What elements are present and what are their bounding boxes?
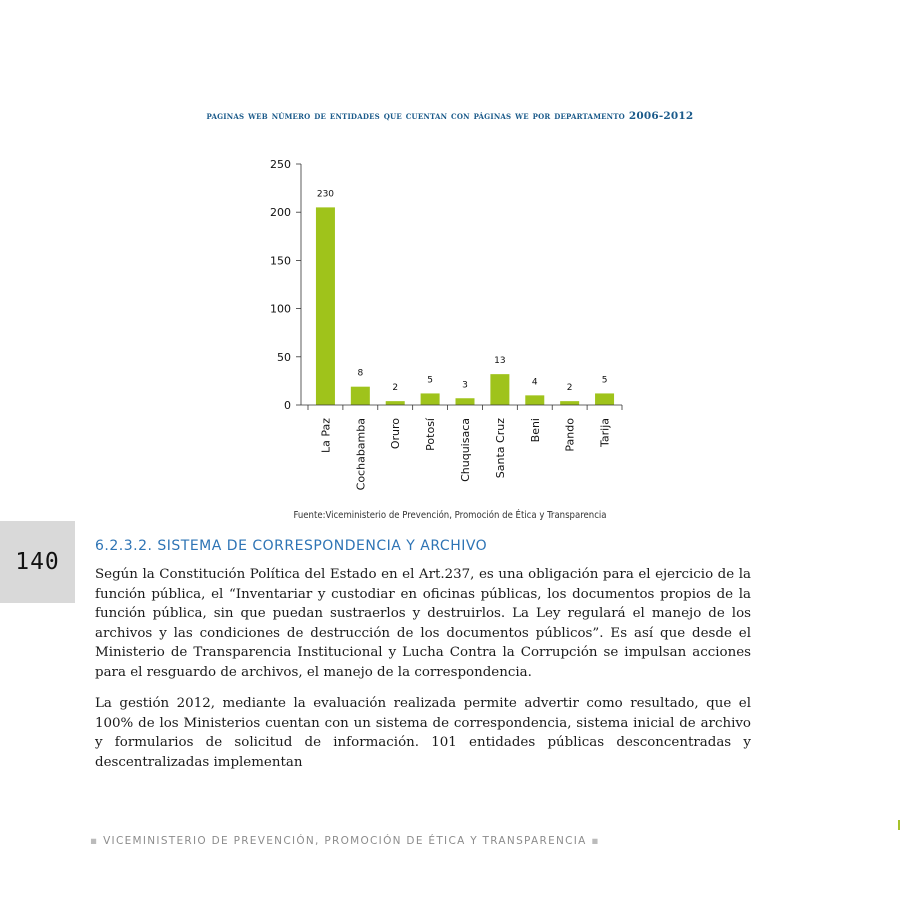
bar-3 (421, 393, 440, 405)
category-label: Pando (563, 418, 577, 452)
category-label: Oruro (389, 418, 403, 450)
category-label: Cochabamba (354, 418, 368, 491)
category-label: Potosí (424, 418, 438, 451)
x-axis (301, 405, 622, 490)
bar-0 (316, 207, 335, 405)
source-note: Fuente:Viceministerio de Prevención, Promoción de Ética y Transparencia (293, 510, 607, 521)
y-tick-label: 50 (277, 350, 291, 364)
y-tick-label: 0 (284, 399, 291, 412)
bar-1 (351, 387, 370, 405)
paragraph-2: La gestión 2012, mediante la evaluación realizada permite advertir como resultado, que el 100% de los Ministerios cuentan con un sistema de correspondencia, sistema inicial de archivo y formularios de solicitud de información. 101 entidades públicas desconcentradas y descentralizadas implementan (95, 696, 751, 770)
data-label: 13 (494, 356, 506, 367)
footer-text: VICEMINISTERIO DE PREVENCIÓN, PROMOCIÓN DE ÉTICA Y TRANSPARENCIA (103, 835, 587, 847)
bar-4 (456, 398, 475, 405)
bar-5 (490, 374, 509, 405)
section-heading: 6.2.3.2. SISTEMA DE CORRESPONDENCIA Y ARCHIVO (95, 538, 488, 554)
category-label: Chuquisaca (459, 418, 472, 482)
data-label: 2 (392, 383, 399, 394)
footer-bullet-left: ▪ (90, 835, 99, 847)
data-label: 3 (462, 380, 468, 391)
y-tick-label: 200 (270, 206, 291, 220)
chart-title: paginas web número de entidades que cuentan con páginas we por departamento 2006-2012 (206, 110, 694, 122)
y-tick-label: 100 (270, 302, 291, 316)
y-axis (270, 158, 301, 412)
footer (90, 835, 600, 847)
category-label: Beni (528, 418, 542, 443)
data-label: 8 (357, 368, 364, 379)
category-label: La Paz (319, 418, 333, 454)
data-labels (317, 189, 608, 393)
data-label: 230 (316, 189, 335, 200)
y-tick-label: 150 (270, 254, 291, 268)
paragraph-1: Según la Constitución Política del Estado en el Art.237, es una obligación para el ejercicio de la función pública, el “Inventariar y custodiar en oficinas públicas, los documentos propios de la función pública, sin que puedan sustraerlos y destruirlos. La Ley regulará el manejo de los archivos y las condiciones de destrucción de los documentos públicos”. Es así que desde el Ministerio de Transparencia Institucional y Lucha Contra la Corrupción se impulsan acciones para el resguardo de archivos, el manejo de la correspondencia. (95, 567, 751, 680)
category-label: Santa Cruz (493, 418, 507, 479)
y-tick-label: 250 (270, 158, 291, 171)
data-label: 2 (566, 383, 573, 394)
category-label: Tarija (598, 418, 612, 448)
bar-6 (525, 395, 544, 405)
footer-bullet-right: ▪ (591, 835, 600, 847)
bar-8 (595, 393, 614, 405)
page-number: 140 (15, 549, 60, 575)
data-label: 5 (427, 375, 433, 386)
bar-2 (386, 401, 405, 405)
bar-7 (560, 401, 579, 405)
data-label: 5 (601, 375, 608, 386)
data-label: 4 (531, 377, 538, 388)
